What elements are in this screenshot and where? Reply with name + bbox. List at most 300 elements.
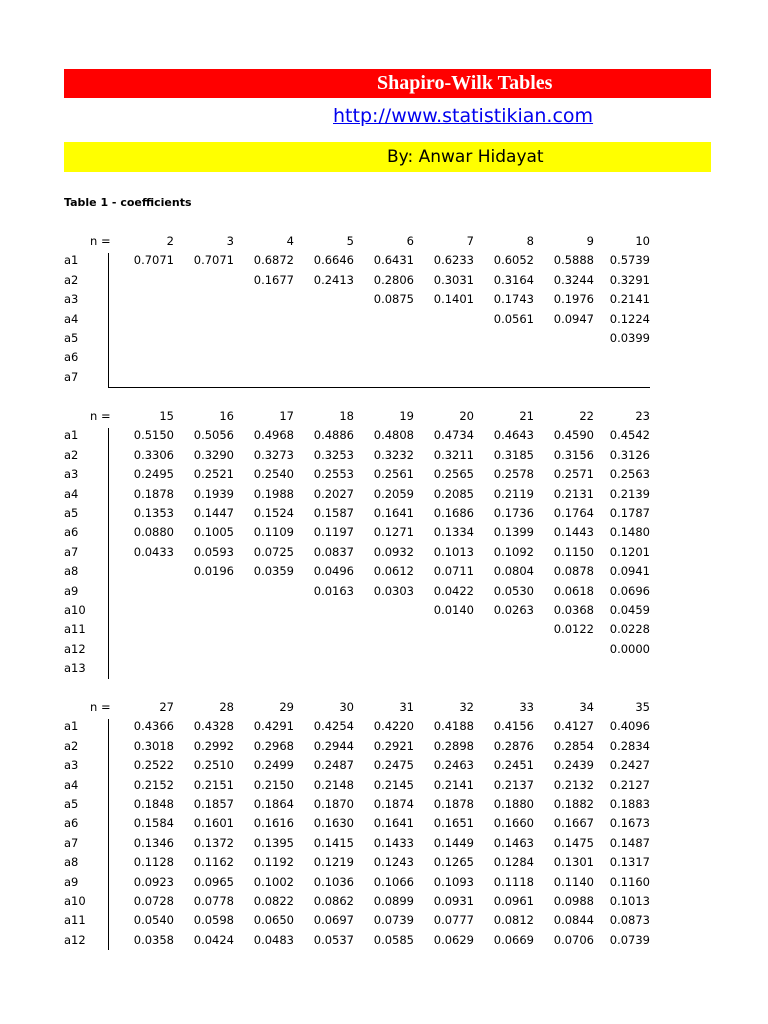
value-cell: 0.1673: [609, 816, 650, 831]
coefficient-label: a9: [64, 583, 79, 598]
coefficient-label: a7: [64, 835, 79, 850]
coefficient-label: a11: [64, 913, 86, 928]
value-cell: 0.2540: [253, 467, 294, 482]
value-cell: 0.6872: [253, 253, 294, 268]
value-cell: 0.4096: [609, 719, 650, 734]
coefficient-label: a8: [64, 855, 79, 870]
table-row: [64, 853, 664, 872]
value-cell: 0.5888: [553, 253, 594, 268]
table-row: [64, 271, 664, 290]
value-cell: 0.2563: [609, 467, 650, 482]
value-cell: 0.4291: [253, 719, 294, 734]
value-cell: 0.2565: [433, 467, 474, 482]
coefficient-label: a2: [64, 447, 79, 462]
value-cell: 0.3126: [609, 447, 650, 462]
value-cell: 0.1399: [493, 525, 534, 540]
coefficient-label: a2: [64, 272, 79, 287]
value-cell: 0.1197: [313, 525, 354, 540]
value-cell: 0.1224: [609, 311, 650, 326]
table-row: [64, 737, 664, 756]
value-cell: 0.0812: [493, 913, 534, 928]
value-cell: 0.2145: [373, 777, 414, 792]
table-row: [64, 620, 664, 639]
value-cell: 0.2921: [373, 738, 414, 753]
value-cell: 0.3244: [553, 272, 594, 287]
value-cell: 0.2561: [373, 467, 414, 482]
value-cell: 0.0822: [253, 894, 294, 908]
value-cell: 0.1092: [493, 544, 534, 559]
value-cell: 0.1317: [609, 855, 650, 870]
value-cell: 0.1677: [253, 272, 294, 287]
value-cell: 0.0941: [609, 564, 650, 579]
value-cell: 0.1162: [193, 855, 234, 870]
value-cell: 0.2578: [493, 467, 534, 482]
value-cell: 0.0837: [313, 544, 354, 559]
n-value-cell: 16: [219, 409, 234, 423]
coefficient-label: a10: [64, 894, 86, 908]
value-cell: 0.3232: [373, 447, 414, 462]
n-value-cell: 17: [279, 409, 294, 423]
value-cell: 0.1848: [133, 797, 174, 811]
value-cell: 0.1013: [433, 544, 474, 559]
value-cell: 0.1487: [609, 835, 650, 850]
value-cell: 0.0359: [253, 564, 294, 579]
value-cell: 0.6431: [373, 253, 414, 268]
coefficient-label: a1: [64, 719, 79, 734]
value-cell: 0.2834: [609, 738, 650, 753]
value-cell: 0.0399: [609, 331, 650, 345]
value-cell: 0.0163: [313, 583, 354, 598]
value-cell: 0.2521: [193, 467, 234, 482]
value-cell: 0.2150: [253, 777, 294, 792]
value-cell: 0.7071: [193, 253, 234, 268]
n-value-cell: 27: [159, 700, 174, 714]
table-row: [64, 873, 664, 892]
value-cell: 0.1093: [433, 874, 474, 889]
value-cell: 0.0931: [433, 894, 474, 908]
value-cell: 0.4156: [493, 719, 534, 734]
value-cell: 0.0880: [133, 525, 174, 540]
coefficient-label: a6: [64, 816, 79, 831]
value-cell: 0.3253: [313, 447, 354, 462]
n-value-cell: 6: [406, 234, 414, 248]
n-value-cell: 15: [159, 409, 174, 423]
value-cell: 0.1415: [313, 835, 354, 850]
n-value-cell: 32: [459, 700, 474, 714]
coefficient-label: a3: [64, 292, 79, 307]
value-cell: 0.0739: [609, 932, 650, 947]
value-cell: 0.2131: [553, 486, 594, 501]
value-cell: 0.2944: [313, 738, 354, 753]
table-row: [64, 931, 664, 950]
n-value-cell: 20: [459, 409, 474, 423]
n-value-cell: 29: [279, 700, 294, 714]
value-cell: 0.3031: [433, 272, 474, 287]
coefficient-label: a13: [64, 661, 86, 676]
value-cell: 0.0618: [553, 583, 594, 598]
value-cell: 0.2141: [433, 777, 474, 792]
table-left-border: [108, 253, 109, 387]
value-cell: 0.1395: [253, 835, 294, 850]
coefficient-label: a5: [64, 797, 79, 811]
value-cell: 0.0368: [553, 603, 594, 617]
value-cell: 0.1882: [553, 797, 594, 811]
n-value-cell: 23: [635, 409, 650, 423]
value-cell: 0.2085: [433, 486, 474, 501]
n-label: n =: [90, 234, 111, 248]
value-cell: 0.1284: [493, 855, 534, 870]
value-cell: 0.0697: [313, 913, 354, 928]
value-cell: 0.0650: [253, 913, 294, 928]
table-row: [64, 446, 664, 465]
value-cell: 0.1013: [609, 894, 650, 908]
n-value-cell: 33: [519, 700, 534, 714]
value-cell: 0.0932: [373, 544, 414, 559]
coefficient-label: a5: [64, 506, 79, 520]
value-cell: 0.0561: [493, 311, 534, 326]
value-cell: 0.3290: [193, 447, 234, 462]
table-row: [64, 465, 664, 484]
value-cell: 0.2119: [493, 486, 534, 501]
value-cell: 0.4542: [609, 428, 650, 443]
value-cell: 0.0696: [609, 583, 650, 598]
n-value-cell: 34: [579, 700, 594, 714]
value-cell: 0.1192: [253, 855, 294, 870]
value-cell: 0.0140: [433, 603, 474, 617]
value-cell: 0.1353: [133, 506, 174, 520]
table-row: [64, 368, 664, 387]
value-cell: 0.0862: [313, 894, 354, 908]
value-cell: 0.2968: [253, 738, 294, 753]
value-cell: 0.1641: [373, 816, 414, 831]
value-cell: 0.0196: [193, 564, 234, 579]
value-cell: 0.1118: [493, 874, 534, 889]
value-cell: 0.1880: [493, 797, 534, 811]
value-cell: 0.1219: [313, 855, 354, 870]
value-cell: 0.0598: [193, 913, 234, 928]
value-cell: 0.0483: [253, 932, 294, 947]
coefficient-label: a2: [64, 738, 79, 753]
value-cell: 0.2151: [193, 777, 234, 792]
table-header-row: [64, 698, 664, 717]
value-cell: 0.1878: [133, 486, 174, 501]
table-row: [64, 582, 664, 601]
n-value-cell: 31: [399, 700, 414, 714]
coefficient-label: a6: [64, 525, 79, 540]
table-row: [64, 601, 664, 620]
value-cell: 0.2499: [253, 758, 294, 773]
value-cell: 0.3306: [133, 447, 174, 462]
value-cell: 0.2141: [609, 292, 650, 307]
value-cell: 0.4366: [133, 719, 174, 734]
value-cell: 0.4328: [193, 719, 234, 734]
value-cell: 0.1870: [313, 797, 354, 811]
value-cell: 0.1667: [553, 816, 594, 831]
value-cell: 0.3018: [133, 738, 174, 753]
value-cell: 0.1651: [433, 816, 474, 831]
n-value-cell: 3: [226, 234, 234, 248]
value-cell: 0.0612: [373, 564, 414, 579]
value-cell: 0.0988: [553, 894, 594, 908]
value-cell: 0.4220: [373, 719, 414, 734]
value-cell: 0.6233: [433, 253, 474, 268]
section-title: Table 1 - coefficients: [64, 196, 192, 209]
value-cell: 0.1475: [553, 835, 594, 850]
value-cell: 0.0961: [493, 894, 534, 908]
value-cell: 0.0899: [373, 894, 414, 908]
value-cell: 0.2148: [313, 777, 354, 792]
n-value-cell: 35: [635, 700, 650, 714]
value-cell: 0.2137: [493, 777, 534, 792]
value-cell: 0.2439: [553, 758, 594, 773]
n-value-cell: 30: [339, 700, 354, 714]
value-cell: 0.0593: [193, 544, 234, 559]
value-cell: 0.1874: [373, 797, 414, 811]
value-cell: 0.0585: [373, 932, 414, 947]
value-cell: 0.2027: [313, 486, 354, 501]
value-cell: 0.0669: [493, 932, 534, 947]
value-cell: 0.0629: [433, 932, 474, 947]
value-cell: 0.2898: [433, 738, 474, 753]
n-value-cell: 18: [339, 409, 354, 423]
value-cell: 0.2451: [493, 758, 534, 773]
value-cell: 0.1616: [253, 816, 294, 831]
coefficient-label: a3: [64, 467, 79, 482]
table-row: [64, 310, 664, 329]
value-cell: 0.1463: [493, 835, 534, 850]
value-cell: 0.1630: [313, 816, 354, 831]
value-cell: 0.0537: [313, 932, 354, 947]
coefficient-label: a7: [64, 369, 79, 384]
value-cell: 0.0725: [253, 544, 294, 559]
value-cell: 0.2553: [313, 467, 354, 482]
value-cell: 0.1443: [553, 525, 594, 540]
value-cell: 0.0923: [133, 874, 174, 889]
value-cell: 0.1864: [253, 797, 294, 811]
n-value-cell: 8: [526, 234, 534, 248]
value-cell: 0.1140: [553, 874, 594, 889]
coefficient-label: a6: [64, 350, 79, 365]
value-cell: 0.2413: [313, 272, 354, 287]
coefficient-label: a10: [64, 603, 86, 617]
value-cell: 0.0965: [193, 874, 234, 889]
table-row: [64, 290, 664, 309]
value-cell: 0.1109: [253, 525, 294, 540]
coefficient-label: a12: [64, 641, 86, 656]
table-row: [64, 504, 664, 523]
value-cell: 0.1480: [609, 525, 650, 540]
table-row: [64, 251, 664, 270]
n-value-cell: 21: [519, 409, 534, 423]
value-cell: 0.3273: [253, 447, 294, 462]
value-cell: 0.1587: [313, 506, 354, 520]
value-cell: 0.1066: [373, 874, 414, 889]
value-cell: 0.0228: [609, 622, 650, 637]
table-row: [64, 426, 664, 445]
coefficient-label: a1: [64, 428, 79, 443]
value-cell: 0.2854: [553, 738, 594, 753]
value-cell: 0.1764: [553, 506, 594, 520]
value-cell: 0.5056: [193, 428, 234, 443]
value-cell: 0.1271: [373, 525, 414, 540]
coefficient-label: a4: [64, 311, 79, 326]
n-value-cell: 19: [399, 409, 414, 423]
n-value-cell: 9: [586, 234, 594, 248]
value-cell: 0.2806: [373, 272, 414, 287]
value-cell: 0.2487: [313, 758, 354, 773]
n-label: n =: [90, 700, 111, 714]
value-cell: 0.0540: [133, 913, 174, 928]
value-cell: 0.1641: [373, 506, 414, 520]
value-cell: 0.0778: [193, 894, 234, 908]
value-cell: 0.1857: [193, 797, 234, 811]
table-row: [64, 776, 664, 795]
table-row: [64, 543, 664, 562]
value-cell: 0.1265: [433, 855, 474, 870]
value-cell: 0.2059: [373, 486, 414, 501]
value-cell: 0.0706: [553, 932, 594, 947]
value-cell: 0.0804: [493, 564, 534, 579]
coefficient-label: a3: [64, 758, 79, 773]
coefficient-label: a1: [64, 253, 79, 268]
value-cell: 0.1743: [493, 292, 534, 307]
value-cell: 0.2475: [373, 758, 414, 773]
value-cell: 0.1660: [493, 816, 534, 831]
n-value-cell: 4: [286, 234, 294, 248]
value-cell: 0.0844: [553, 913, 594, 928]
value-cell: 0.1201: [609, 544, 650, 559]
value-cell: 0.4886: [313, 428, 354, 443]
value-cell: 0.1401: [433, 292, 474, 307]
value-cell: 0.1128: [133, 855, 174, 870]
value-cell: 0.0122: [553, 622, 594, 637]
value-cell: 0.0422: [433, 583, 474, 598]
table-row: [64, 329, 664, 348]
value-cell: 0.0433: [133, 544, 174, 559]
website-link[interactable]: http://www.statistikian.com: [333, 105, 594, 127]
value-cell: 0.1449: [433, 835, 474, 850]
value-cell: 0.1433: [373, 835, 414, 850]
table-bottom-border: [108, 387, 650, 388]
coefficient-label: a11: [64, 622, 86, 637]
table-row: [64, 834, 664, 853]
value-cell: 0.6052: [493, 253, 534, 268]
value-cell: 0.1939: [193, 486, 234, 501]
value-cell: 0.1002: [253, 874, 294, 889]
value-cell: 0.2992: [193, 738, 234, 753]
value-cell: 0.0530: [493, 583, 534, 598]
value-cell: 0.2132: [553, 777, 594, 792]
coefficient-label: a5: [64, 331, 79, 345]
value-cell: 0.2127: [609, 777, 650, 792]
value-cell: 0.1372: [193, 835, 234, 850]
value-cell: 0.0711: [433, 564, 474, 579]
value-cell: 0.5150: [133, 428, 174, 443]
table-header-row: [64, 407, 664, 426]
table-left-border: [108, 428, 109, 678]
value-cell: 0.4254: [313, 719, 354, 734]
value-cell: 0.5739: [609, 253, 650, 268]
value-cell: 0.0728: [133, 894, 174, 908]
value-cell: 0.0459: [609, 603, 650, 617]
n-value-cell: 10: [635, 234, 650, 248]
value-cell: 0.1883: [609, 797, 650, 811]
value-cell: 0.3164: [493, 272, 534, 287]
value-cell: 0.1160: [609, 874, 650, 889]
n-value-cell: 5: [346, 234, 354, 248]
coefficient-label: a7: [64, 544, 79, 559]
value-cell: 0.3185: [493, 447, 534, 462]
value-cell: 0.0878: [553, 564, 594, 579]
value-cell: 0.0424: [193, 932, 234, 947]
value-cell: 0.1787: [609, 506, 650, 520]
value-cell: 0.2495: [133, 467, 174, 482]
table-row: [64, 756, 664, 775]
value-cell: 0.0873: [609, 913, 650, 928]
n-value-cell: 28: [219, 700, 234, 714]
coefficient-label: a4: [64, 486, 79, 501]
coefficient-label: a4: [64, 777, 79, 792]
table-row: [64, 485, 664, 504]
value-cell: 0.0777: [433, 913, 474, 928]
value-cell: 0.2571: [553, 467, 594, 482]
value-cell: 0.1686: [433, 506, 474, 520]
value-cell: 0.2522: [133, 758, 174, 773]
coefficient-label: a12: [64, 932, 86, 947]
value-cell: 0.4643: [493, 428, 534, 443]
table-row: [64, 795, 664, 814]
table-row: [64, 892, 664, 911]
value-cell: 0.1005: [193, 525, 234, 540]
value-cell: 0.4127: [553, 719, 594, 734]
value-cell: 0.1346: [133, 835, 174, 850]
n-value-cell: 2: [166, 234, 174, 248]
table-row: [64, 717, 664, 736]
value-cell: 0.1878: [433, 797, 474, 811]
value-cell: 0.0263: [493, 603, 534, 617]
value-cell: 0.1036: [313, 874, 354, 889]
value-cell: 0.1988: [253, 486, 294, 501]
value-cell: 0.0303: [373, 583, 414, 598]
value-cell: 0.2463: [433, 758, 474, 773]
value-cell: 0.4808: [373, 428, 414, 443]
n-value-cell: 22: [579, 409, 594, 423]
value-cell: 0.4968: [253, 428, 294, 443]
value-cell: 0.1976: [553, 292, 594, 307]
value-cell: 0.3156: [553, 447, 594, 462]
value-cell: 0.0358: [133, 932, 174, 947]
coefficient-label: a8: [64, 564, 79, 579]
value-cell: 0.1334: [433, 525, 474, 540]
value-cell: 0.0739: [373, 913, 414, 928]
value-cell: 0.1150: [553, 544, 594, 559]
value-cell: 0.1243: [373, 855, 414, 870]
value-cell: 0.0875: [373, 292, 414, 307]
value-cell: 0.1524: [253, 506, 294, 520]
value-cell: 0.1601: [193, 816, 234, 831]
value-cell: 0.4734: [433, 428, 474, 443]
table-row: [64, 523, 664, 542]
value-cell: 0.3211: [433, 447, 474, 462]
value-cell: 0.2876: [493, 738, 534, 753]
value-cell: 0.4590: [553, 428, 594, 443]
value-cell: 0.6646: [313, 253, 354, 268]
value-cell: 0.1736: [493, 506, 534, 520]
value-cell: 0.1447: [193, 506, 234, 520]
value-cell: 0.1584: [133, 816, 174, 831]
value-cell: 0.4188: [433, 719, 474, 734]
value-cell: 0.2152: [133, 777, 174, 792]
